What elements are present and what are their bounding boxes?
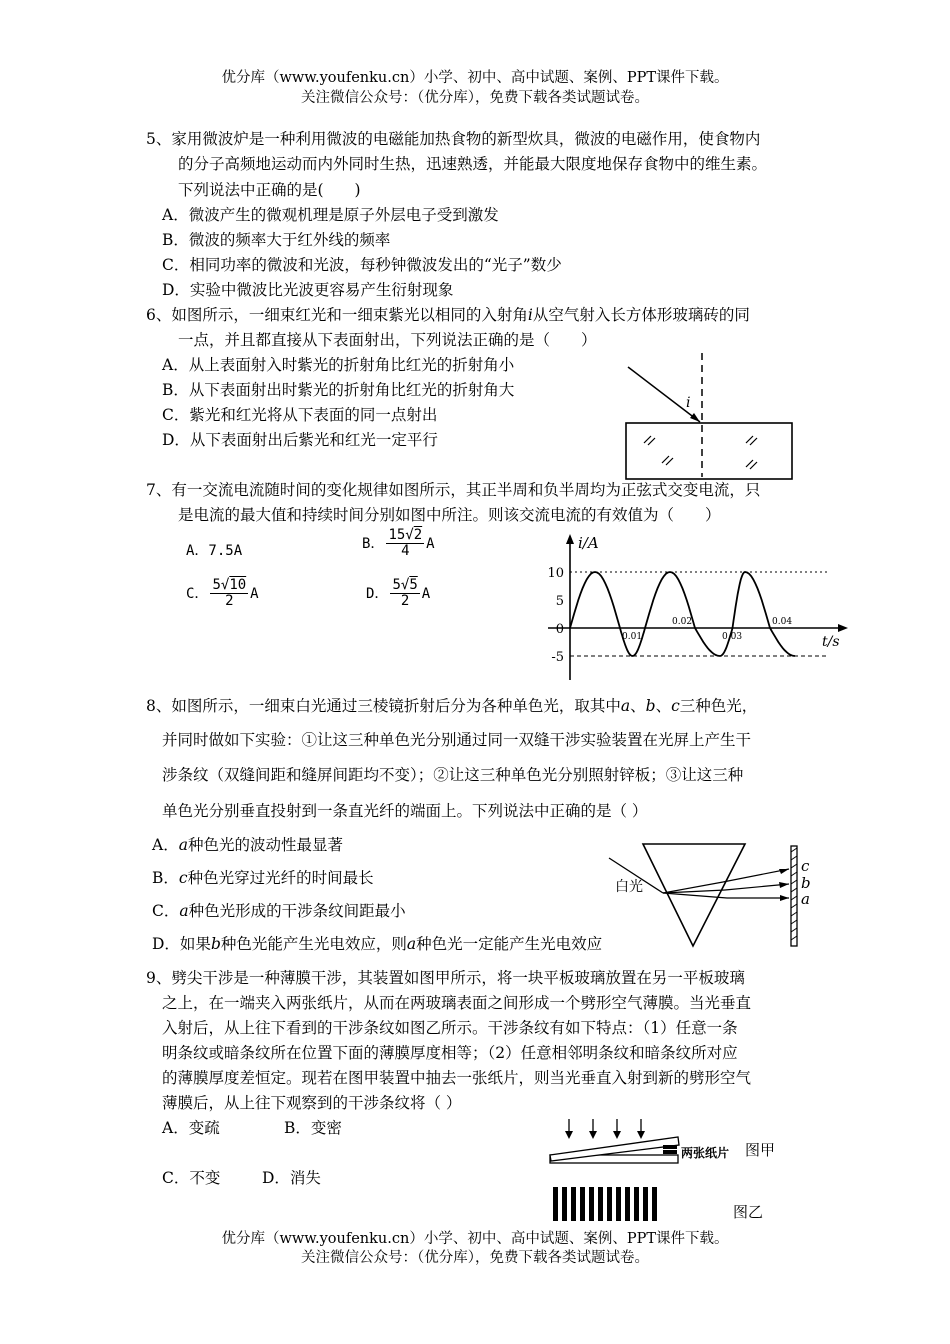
incidence-angle-label: i [686, 395, 691, 411]
page-header-line1: 优分库（www.youfenku.cn）小学、初中、高中试题、案例、PPT课件下载。 [221, 70, 729, 86]
q8-option-d: D．如果b种色光能产生光电效应，则a种色光一定能产生光电效应 [152, 935, 603, 953]
q7-option-a: A．7.5A [186, 543, 243, 559]
q8-option-b: B．c种色光穿过光纤的时间最长 [152, 869, 374, 887]
y-axis-label: i/A [578, 534, 599, 552]
y-axis-arrow [566, 534, 574, 544]
current-series-line [570, 572, 795, 656]
q9-option-b: B．变密 [284, 1119, 342, 1137]
q8-option-c: C．a种色光形成的干涉条纹间距最小 [152, 902, 406, 920]
q9-stem-line1: 9、劈尖干涉是一种薄膜干涉，其装置如图甲所示，将一块平板玻璃放置在另一平板玻璃 [146, 969, 745, 987]
wedge-interference-figure [545, 1115, 805, 1225]
ray-a-inside [663, 893, 727, 898]
incident-light-arrows [569, 1119, 641, 1135]
q7-stem-line1: 7、有一交流电流随时间的变化规律如图所示，其正半周和负半周均为正弦式交变电流，只 [146, 481, 761, 499]
page-header-line2: 关注微信公众号：（优分库），免费下载各类试题试卷。 [301, 90, 649, 106]
x-axis-label: t/s [822, 634, 840, 650]
q5-stem-line2: 的分子高频地运动而内外同时生热，迅速熟透，并能最大限度地保存食物中的维生素。 [178, 155, 768, 173]
label-c: c [801, 857, 810, 875]
x-tick-label: 0.03 [722, 632, 743, 642]
page-footer-line1: 优分库（www.youfenku.cn）小学、初中、高中试题、案例、PPT课件下载。 [221, 1231, 729, 1247]
ray-arrowhead [690, 413, 700, 422]
figure-yi-label: 图乙 [733, 1203, 764, 1221]
arrowheads [565, 1131, 645, 1139]
q8-option-a: A．a种色光的波动性最显著 [152, 836, 343, 854]
q5-option-d: D．实验中微波比光波更容易产生衍射现象 [162, 281, 454, 299]
arrow-c [779, 869, 789, 874]
y-tick-label: 0 [555, 622, 564, 637]
q6-option-a: A．从上表面射入时紫光的折射角比红光的折射角小 [162, 356, 515, 374]
arrow-b [779, 882, 789, 888]
q9-option-a: A．变疏 [162, 1119, 220, 1137]
arrow-a [780, 895, 789, 901]
q9-stem-line4: 明条纹或暗条纹所在位置下面的薄膜厚度相等；（2）任意相邻明条纹和暗条纹所对应 [162, 1044, 738, 1062]
interference-fringes [553, 1187, 657, 1221]
q6-option-d: D．从下表面射出后紫光和红光一定平行 [162, 431, 438, 449]
glass-block [626, 423, 792, 479]
q6-option-c: C．紫光和红光将从下表面的同一点射出 [162, 406, 438, 424]
x-tick-label: 0.02 [672, 617, 693, 627]
current-time-chart [530, 530, 860, 685]
figure-jia-label: 图甲 [745, 1141, 776, 1159]
prism-figure [605, 838, 820, 953]
q9-option-d: D．消失 [262, 1169, 321, 1187]
q8-stem-line4: 单色光分别垂直投射到一条直光纤的端面上。下列说法中正确的是（ ） [162, 802, 648, 820]
glass-block-figure [610, 345, 810, 485]
q9-option-c: C．不变 [162, 1169, 221, 1187]
q9-stem-line5: 的薄膜厚度差恒定。现若在图甲装置中抽去一张纸片，则当光垂直入射到新的劈形空气 [162, 1069, 752, 1087]
q8-stem-line2: 并同时做如下实验：①让这三种单色光分别通过同一双缝干涉实验装置在光屏上产生干 [162, 731, 752, 749]
q7-option-b: B． $\frac{15√2}{4}$ A [362, 527, 435, 560]
q5-stem-line3: 下列说法中正确的是( ) [178, 181, 361, 199]
ray-c [723, 869, 789, 882]
q5-stem-line1: 5、家用微波炉是一种利用微波的电磁能加热食物的新型炊具，微波的电磁作用，使食物内 [146, 130, 761, 148]
q6-stem-line1: 6、如图所示，一细束红光和一细束紫光以相同的入射角i从空气射入长方体形玻璃砖的同 [146, 306, 750, 324]
q5-option-c: C．相同功率的微波和光波，每秒钟微波发出的“光子”数少 [162, 256, 562, 274]
label-a: a [801, 890, 810, 908]
q5-option-b: B．微波的频率大于红外线的频率 [162, 231, 391, 249]
q8-stem-line1: 8、如图所示，一细束白光通过三棱镜折射后分为各种单色光，取其中a、b、c三种色光， [146, 697, 758, 715]
q9-stem-line2: 之上，在一端夹入两张纸片，从而在两玻璃表面之间形成一个劈形空气薄膜。当光垂直 [162, 994, 752, 1012]
paper-sheet-2 [663, 1150, 677, 1154]
paper-label: 两张纸片 [681, 1146, 730, 1160]
x-axis-arrow [838, 624, 848, 632]
q6-option-b: B．从下表面射出时紫光的折射角比红光的折射角大 [162, 381, 515, 399]
y-tick-label: 10 [547, 566, 564, 581]
q7-stem-line2: 是电流的最大值和持续时间分别如图中所注。则该交流电流的有效值为（ ） [178, 506, 721, 524]
y-tick-label: 5 [555, 594, 564, 609]
q7-option-c: C． $\frac{5√10}{2}$ A [186, 577, 259, 610]
label-b: b [801, 874, 811, 892]
q9-stem-line3: 入射后，从上往下看到的干涉条纹如图乙所示。干涉条纹有如下特点：（1）任意一条 [162, 1019, 738, 1037]
q6-stem-line2: 一点，并且都直接从下表面射出，下列说法正确的是（ ） [178, 331, 597, 349]
glass-hatch-marks [644, 436, 757, 469]
white-light-label: 白光 [615, 879, 643, 895]
paper-sheet-1 [663, 1145, 677, 1149]
q5-option-a: A．微波产生的微观机理是原子外层电子受到激发 [162, 206, 499, 224]
x-tick-label: 0.01 [622, 632, 643, 642]
y-tick-label: -5 [551, 650, 564, 665]
q8-stem-line3: 涉条纹（双缝间距和缝屏间距均不变）；②让这三种单色光分别照射锌板；③让这三种 [162, 766, 744, 784]
page-footer-line2: 关注微信公众号：（优分库），免费下载各类试题试卷。 [301, 1250, 649, 1266]
q7-option-d: D． $\frac{5√5}{2}$ A [366, 577, 431, 610]
x-tick-label: 0.04 [772, 617, 793, 627]
ray-b [725, 884, 789, 890]
q9-stem-line6: 薄膜后，从上往下观察到的干涉条纹将（ ） [162, 1094, 462, 1112]
